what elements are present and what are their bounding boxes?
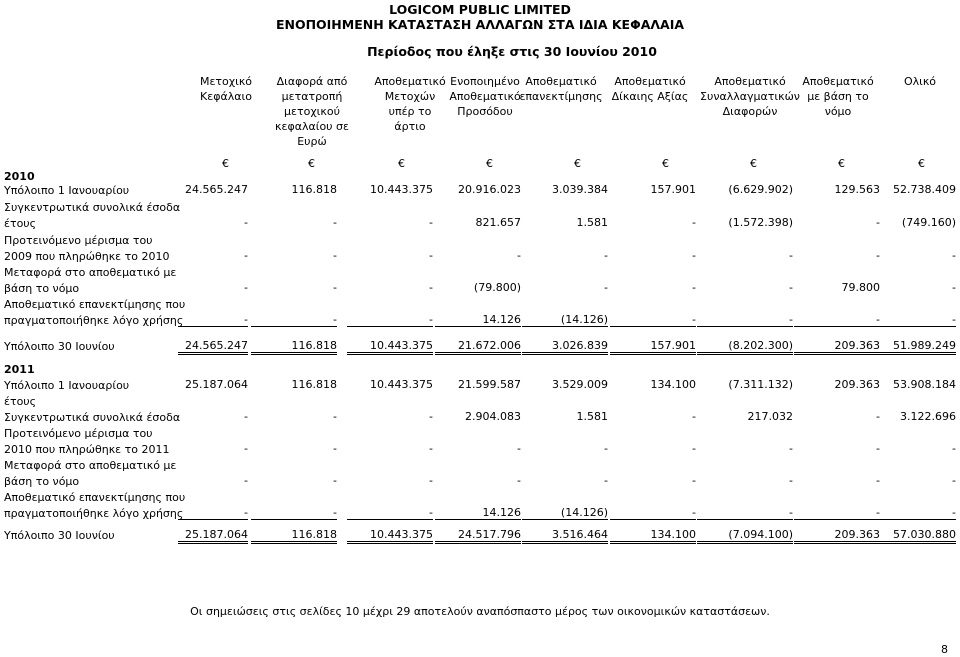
currency-symbol: € (838, 157, 845, 170)
table-cell: 157.901 (650, 183, 696, 196)
table-cell: 1.581 (576, 410, 608, 423)
currency-symbol: € (918, 157, 925, 170)
column-header-line: υπέρ το (388, 105, 432, 118)
table-cell: 14.126 (435, 506, 521, 520)
table-cell: - (789, 249, 793, 262)
table-cell: - (244, 281, 248, 294)
table-cell: 51.989.249 (878, 339, 956, 355)
table-cell: 57.030.880 (878, 528, 956, 544)
table-cell: (79.800) (473, 281, 521, 294)
column-header-line: επανεκτίμησης (519, 90, 603, 103)
period-title: Περίοδος που έληξε στις 30 Ιουνίου 2010 (367, 44, 657, 59)
column-header-line: Κεφάλαιο (200, 90, 252, 103)
table-cell: - (789, 474, 793, 487)
table-cell: - (429, 474, 433, 487)
column-header-line: Αποθεματικό (714, 75, 786, 88)
column-header-line: μετατροπή (281, 90, 343, 103)
row-label-cont: 2009 που πληρώθηκε το 2010 (4, 250, 170, 263)
table-cell: - (178, 313, 248, 327)
table-cell: 116.818 (251, 339, 337, 355)
year-heading-2011: 2011 (4, 363, 35, 376)
table-cell: - (876, 442, 880, 455)
table-cell: 20.916.023 (458, 183, 521, 196)
column-header-line: Προσόδου (457, 105, 513, 118)
table-cell: 209.363 (794, 528, 880, 544)
table-cell: 3.122.696 (900, 410, 956, 423)
company-name: LOGICOM PUBLIC LIMITED (389, 2, 571, 17)
table-cell: - (794, 313, 880, 327)
table-cell: 2.904.083 (465, 410, 521, 423)
column-header (865, 74, 960, 89)
table-cell: 1.581 (576, 216, 608, 229)
table-cell: - (251, 313, 337, 327)
row-label-cont: 2010 που πληρώθηκε το 2011 (4, 443, 170, 456)
table-cell: - (429, 216, 433, 229)
table-cell: (14.126) (522, 506, 608, 520)
currency-symbol: € (486, 157, 493, 170)
table-cell: 10.443.375 (370, 183, 433, 196)
table-cell: - (789, 442, 793, 455)
table-cell: - (333, 249, 337, 262)
table-cell: 21.672.006 (435, 339, 521, 355)
table-cell: - (952, 249, 956, 262)
table-cell: 25.187.064 (185, 378, 248, 391)
row-label-cont: πραγματοποιήθηκε λόγο χρήσης (4, 314, 184, 327)
column-header-line: νόμο (824, 105, 852, 118)
currency-symbol: € (308, 157, 315, 170)
row-label: Μεταφορά στο αποθεματικό με (4, 459, 177, 472)
column-header-line: Ολικό (903, 75, 937, 88)
table-cell: - (429, 281, 433, 294)
row-label: Υπόλοιπο 1 Ιανουαρίου (4, 184, 130, 197)
table-cell: 157.901 (610, 339, 696, 355)
table-cell: - (429, 442, 433, 455)
table-cell: - (244, 474, 248, 487)
table-cell: - (178, 506, 248, 520)
row-label: Μεταφορά στο αποθεματικό με (4, 266, 177, 279)
table-cell: 24.565.247 (185, 183, 248, 196)
table-cell: 79.800 (841, 281, 880, 294)
row-label: Συγκεντρωτικά συνολικά έσοδα (4, 411, 181, 424)
table-cell: 14.126 (435, 313, 521, 327)
table-cell: 116.818 (251, 528, 337, 544)
column-header-line: Αποθεματικό (525, 75, 597, 88)
table-cell: - (333, 442, 337, 455)
currency-symbol: € (662, 157, 669, 170)
column-header-line: Αποθεματικό (802, 75, 874, 88)
table-cell: - (604, 281, 608, 294)
currency-symbol: € (398, 157, 405, 170)
table-cell: - (692, 442, 696, 455)
row-label-cont: έτους (4, 217, 37, 230)
currency-symbol: € (574, 157, 581, 170)
column-header-line: άρτιο (394, 120, 426, 133)
table-cell: 10.443.375 (370, 378, 433, 391)
column-header-line: Ενοποιημένο (450, 75, 520, 88)
table-cell: - (876, 410, 880, 423)
table-cell: 217.032 (747, 410, 793, 423)
column-header-line: με βάση το (807, 90, 869, 103)
table-cell: - (610, 506, 696, 520)
table-cell: - (692, 249, 696, 262)
table-cell: - (244, 410, 248, 423)
table-cell: - (876, 249, 880, 262)
table-cell: - (333, 474, 337, 487)
row-label: Προτεινόμενο μέρισμα του (4, 427, 153, 440)
row-label-cont: βάση το νόμο (4, 282, 80, 295)
table-cell: - (692, 216, 696, 229)
table-cell: - (697, 313, 793, 327)
table-cell: - (251, 506, 337, 520)
table-cell: - (244, 249, 248, 262)
column-header-line: Αποθεματικό (614, 75, 686, 88)
table-cell: 24.565.247 (178, 339, 248, 355)
table-cell: (14.126) (522, 313, 608, 327)
table-cell: (8.202.300) (697, 339, 793, 355)
table-cell: (7.094.100) (697, 528, 793, 544)
table-cell: 209.363 (794, 339, 880, 355)
page-number: 8 (941, 643, 948, 656)
table-cell: 25.187.064 (178, 528, 248, 544)
table-cell: - (244, 216, 248, 229)
table-cell: 3.026.839 (522, 339, 608, 355)
table-cell: - (517, 249, 521, 262)
table-cell: 24.517.796 (435, 528, 521, 544)
row-label-cont: πραγματοποιήθηκε λόγο χρήσης (4, 507, 184, 520)
statement-title: ΕΝΟΠΟΙΗΜΕΝΗ ΚΑΤΑΣΤΑΣΗ ΑΛΛΑΓΩΝ ΣΤΑ ΙΔΙΑ ΚΕΦΑΛΑΙΑ (275, 17, 685, 32)
table-cell: - (610, 313, 696, 327)
row-label: Υπόλοιπο 30 Ιουνίου (4, 529, 115, 542)
table-cell: (749.160) (901, 216, 956, 229)
column-header-line: Συναλλαγματικών (700, 90, 800, 103)
column-header-line: Διαφορά από (276, 75, 348, 88)
table-cell: - (347, 313, 433, 327)
column-header-line: μετοχικού (284, 105, 340, 118)
table-cell: 134.100 (610, 528, 696, 544)
table-cell: - (692, 474, 696, 487)
column-header-line: Μετοχικό (199, 75, 253, 88)
row-label-cont: βάση το νόμο (4, 475, 80, 488)
table-cell: - (878, 313, 956, 327)
table-cell: 21.599.587 (458, 378, 521, 391)
table-cell: - (429, 410, 433, 423)
row-label: Υπόλοιπο 30 Ιουνίου (4, 340, 115, 353)
column-header-line: Δίκαιης Αξίας (611, 90, 689, 103)
table-cell: 10.443.375 (347, 339, 433, 355)
table-cell: 3.039.384 (552, 183, 608, 196)
table-cell: - (692, 281, 696, 294)
table-cell: - (347, 506, 433, 520)
table-cell: 116.818 (291, 183, 337, 196)
table-cell: - (878, 506, 956, 520)
year-heading-2010: 2010 (4, 170, 35, 183)
currency-symbol: € (222, 157, 229, 170)
table-cell: - (333, 410, 337, 423)
table-cell: 10.443.375 (347, 528, 433, 544)
table-cell: (6.629.902) (728, 183, 793, 196)
table-cell: - (876, 474, 880, 487)
table-cell: - (333, 216, 337, 229)
table-cell: - (952, 281, 956, 294)
table-cell: - (952, 474, 956, 487)
table-cell: 116.818 (291, 378, 337, 391)
column-header-line: κεφαλαίου σε (275, 120, 349, 133)
table-cell: 52.738.409 (893, 183, 956, 196)
table-cell: - (244, 442, 248, 455)
row-label: Αποθεματικό επανεκτίμησης που (4, 491, 186, 504)
table-cell: - (692, 410, 696, 423)
column-header-line: Ευρώ (297, 135, 327, 148)
column-header (257, 74, 367, 149)
table-cell: (1.572.398) (728, 216, 793, 229)
column-header (595, 74, 705, 104)
row-label-cont: έτους (4, 395, 37, 408)
table-cell: 3.516.464 (522, 528, 608, 544)
table-cell: - (789, 281, 793, 294)
table-cell: - (429, 249, 433, 262)
column-header-line: Αποθεματικό (374, 75, 446, 88)
table-cell: - (794, 506, 880, 520)
row-label: Προτεινόμενο μέρισμα του (4, 234, 153, 247)
table-cell: - (517, 474, 521, 487)
table-cell: (7.311.132) (728, 378, 793, 391)
column-header-line: Αποθεματικό (449, 90, 521, 103)
table-cell: 134.100 (650, 378, 696, 391)
table-cell: - (333, 281, 337, 294)
table-cell: 821.657 (475, 216, 521, 229)
table-cell: - (604, 442, 608, 455)
table-cell: 129.563 (834, 183, 880, 196)
table-cell: 53.908.184 (893, 378, 956, 391)
table-cell: - (952, 442, 956, 455)
row-label: Συγκεντρωτικά συνολικά έσοδα (4, 201, 181, 214)
row-label: Υπόλοιπο 1 Ιανουαρίου (4, 379, 130, 392)
table-cell: - (604, 474, 608, 487)
row-label: Αποθεματικό επανεκτίμησης που (4, 298, 186, 311)
currency-symbol: € (750, 157, 757, 170)
table-cell: - (697, 506, 793, 520)
table-cell: - (876, 216, 880, 229)
footnote: Οι σημειώσεις στις σελίδες 10 μέχρι 29 αποτελούν αναπόσπαστο μέρος των οικονομικών καταστάσεων. (190, 605, 770, 618)
column-header-line: Διαφορών (722, 105, 778, 118)
table-cell: - (604, 249, 608, 262)
table-cell: - (517, 442, 521, 455)
table-cell: 209.363 (834, 378, 880, 391)
column-header-line: Μετοχών (384, 90, 436, 103)
table-cell: 3.529.009 (552, 378, 608, 391)
